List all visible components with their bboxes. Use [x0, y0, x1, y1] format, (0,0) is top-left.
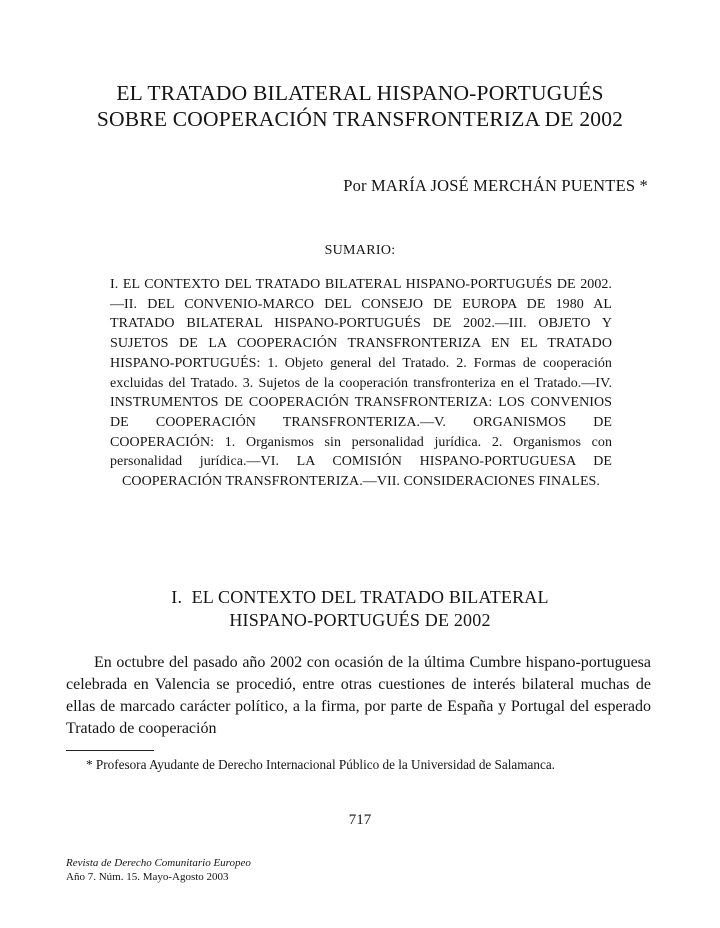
- journal-issue: Año 7. Núm. 15. Mayo-Agosto 2003: [66, 871, 229, 883]
- summary-content: I. EL CONTEXTO DEL TRATADO BILATERAL HISPANO-PORTUGUÉS DE 2002.—II. DEL CONVENIO-MARCO DEL CONSEJO DE EUROPA DE 1980 AL TRATADO BILATERAL HISPANO-PORTUGUÉS DE 2002.—III. OBJETO Y SUJETOS DE LA COOPERACIÓN TRANSFRONTERIZA EN EL TRATADO HISPANO-PORTUGUÉS: 1. Objeto general del Tratado. 2. Formas de cooperación excluidas del Tratado. 3. Sujetos de la cooperación transfronteriza en el Tratado.—IV. INSTRUMENTOS DE COOPERACIÓN TRANSFRONTERIZA: LOS CONVENIOS DE COOPERACIÓN TRANSFRONTERIZA.—V. ORGANISMOS DE COOPERACIÓN: 1. Organismos sin personalidad jurídica. 2. Organismos con personalidad jurídica.—VI. LA COMISIÓN HISPANO-PORTUGUESA DE COOPERACIÓN TRANSFRONTERIZA.—VII. CONSIDERACIONES FINALES.: [110, 277, 612, 490]
- article-title: [40, 80, 680, 132]
- author-byline: Por MARÍA JOSÉ MERCHÁN PUENTES *: [343, 176, 648, 195]
- footnote: * Profesora Ayudante de Derecho Internacional Público de la Universidad de Salamanca.: [86, 757, 555, 772]
- body-paragraph: En octubre del pasado año 2002 con ocasión de la última Cumbre hispano-portuguesa celebrada en Valencia se procedió, entre otras cuestiones de interés bilateral muchas de ellas de marcado carácter político, a la firma, por parte de España y Portugal del esperado Tratado de cooperación: [66, 654, 651, 737]
- journal-reference: [66, 856, 251, 884]
- page-number: 717: [348, 812, 372, 828]
- section-heading-line-1: I. EL CONTEXTO DEL TRATADO BILATERAL: [171, 587, 549, 607]
- journal-name: Revista de Derecho Comunitario Europeo: [66, 857, 251, 869]
- section-heading-line-2: HISPANO-PORTUGUÉS DE 2002: [229, 610, 491, 630]
- summary-text: [110, 275, 612, 492]
- footnote-divider: [66, 750, 154, 751]
- title-line-2: SOBRE COOPERACIÓN TRANSFRONTERIZA DE 2002: [96, 107, 624, 131]
- section-heading: [60, 586, 660, 632]
- summary-heading: SUMARIO:: [324, 243, 396, 258]
- title-line-1: EL TRATADO BILATERAL HISPANO-PORTUGUÉS: [116, 81, 604, 105]
